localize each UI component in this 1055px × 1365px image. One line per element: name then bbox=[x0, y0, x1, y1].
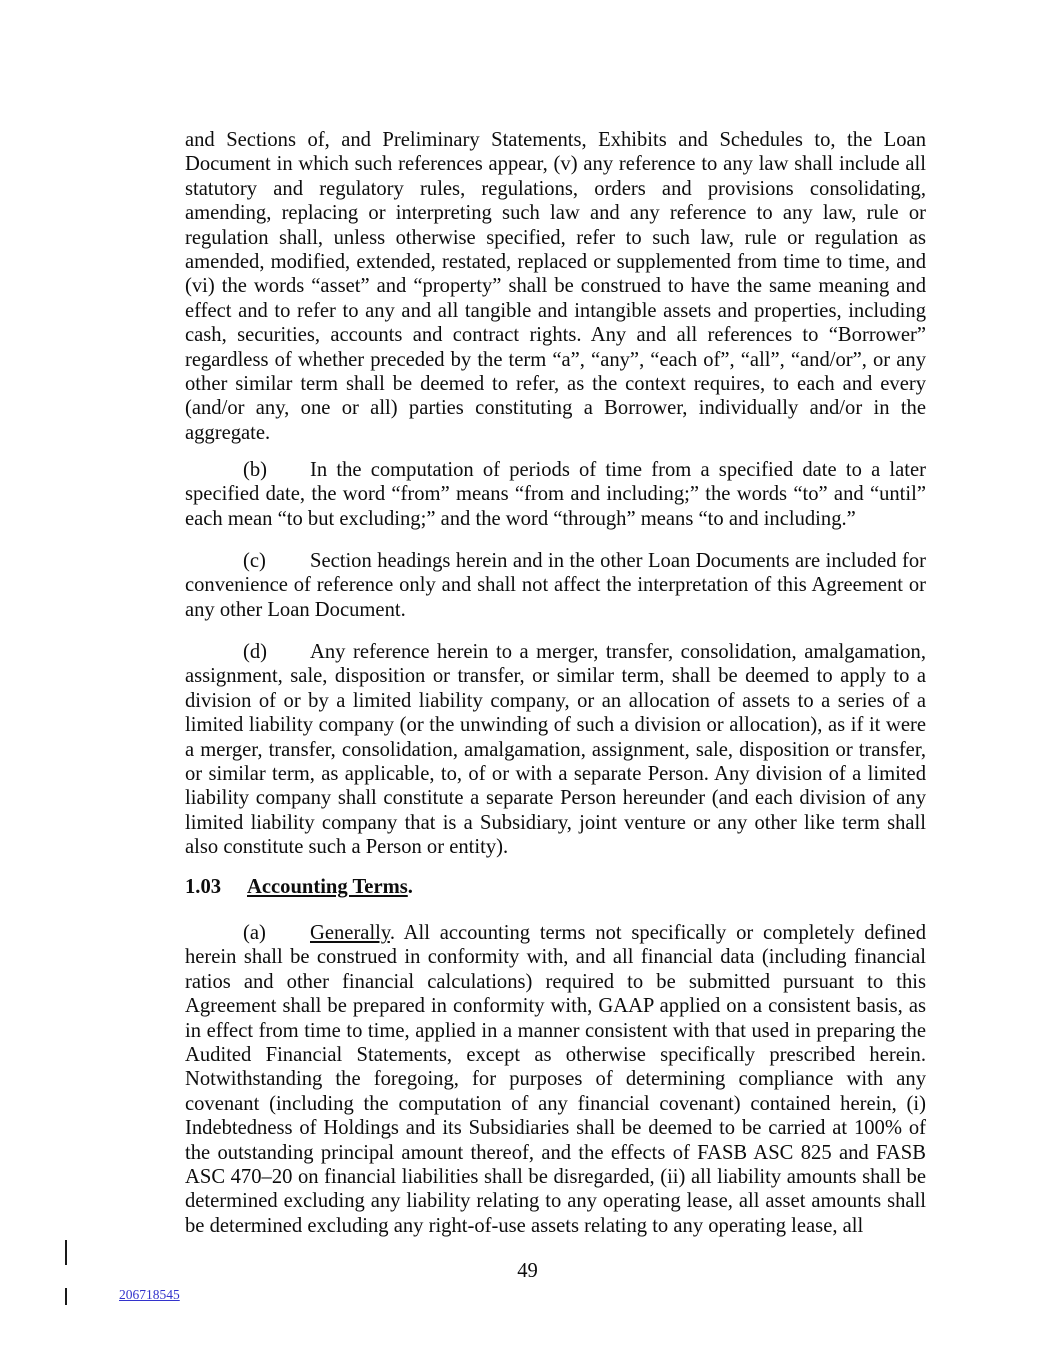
paragraph-continuation: and Sections of, and Preliminary Statements, Exhibits and Schedules to, the Loan Document in which such references appear, (v) any reference to any law shall include all statutory and regulatory rules, regulations, orders and provisions consolidating, amending, replacing or interpreting such law and any reference to any law, rule or regulation shall, unless otherwise specified, refer to such law, rule or regulation as amended, modified, extended, restated, replaced or supplemented from time to time, and (vi) the words “asset” and “property” shall be construed to have the same meaning and effect and to refer to any and all tangible and intangible assets and properties, including cash, securities, accounts and contract rights. Any and all references to “Borrower” regardless of whether preceded by the term “a”, “any”, “each of”, “all”, “and/or”, or any other similar term shall be deemed to refer, as the context requires, to each and every (and/or any, one or all) parties constituting a Borrower, individually and/or in the aggregate. bbox=[185, 129, 926, 444]
section-heading bbox=[185, 875, 926, 899]
page-number: 49 bbox=[517, 1260, 538, 1282]
paragraph-b-marker: (b) bbox=[243, 459, 268, 481]
paragraph-d bbox=[185, 640, 926, 860]
paragraph-a-lead: Generally bbox=[310, 922, 390, 944]
paragraph-c-marker: (c) bbox=[243, 550, 266, 572]
paragraph-a-marker: (a) bbox=[243, 922, 266, 944]
section-heading-suffix: . bbox=[407, 876, 413, 898]
paragraph-a bbox=[185, 921, 926, 1238]
paragraph-c bbox=[185, 549, 926, 622]
section-title: Accounting Terms bbox=[247, 876, 408, 898]
paragraph-d-marker: (d) bbox=[243, 641, 268, 663]
paragraph-d-text: Any reference herein to a merger, transfer, consolidation, amalgamation, assignment, sale, disposition or transfer, or similar term, shall be deemed to apply to a division of or by a limited liability company, or an allocation of assets to a series of a limited liability company (or the unwinding of such a division or allocation), as if it were a merger, transfer, consolidation, amalgamation, assignment, sale, disposition or transfer, or similar term, as applicable, to, of or with a separate Person. Any division of a limited liability company shall constitute a separate Person hereunder (and each division of any limited liability company that is a Subsidiary, joint venture or any other like term shall also constitute such a Person or entity). bbox=[185, 641, 926, 859]
paragraph-a-text: . All accounting terms not specifically or completely defined herein shall be construed in conformity with, and all financial data (including financial ratios and other financial calculations) required to be submitted pursuant to this Agreement shall be prepared in conformity with, GAAP applied on a consistent basis, as in effect from time to time, applied in a manner consistent with that used in preparing the Audited Financial Statements, except as otherwise specifically prescribed herein. Notwithstanding the foregoing, for purposes of determining compliance with any covenant (including the computation of any financial covenant) contained herein, (i) Indebtedness of Holdings and its Subsidiaries shall be deemed to be carried at 100% of the outstanding principal amount thereof, and the effects of FASB ASC 825 and FASB ASC 470–20 on financial liabilities shall be disregarded, (ii) all liability amounts shall be determined excluding any liability relating to any operating lease, all asset amounts shall be determined excluding any right-of-use assets relating to any operating lease, all bbox=[185, 922, 926, 1237]
document-id-link[interactable]: 206718545 bbox=[119, 1287, 180, 1302]
revision-change-bar bbox=[65, 1288, 67, 1305]
paragraph-c-text: Section headings herein and in the other Loan Documents are included for convenience of reference only and shall not affect the interpretation of this Agreement or any other Loan Document. bbox=[185, 550, 926, 621]
section-number: 1.03 bbox=[185, 876, 222, 898]
paragraph-b bbox=[185, 458, 926, 531]
paragraph-b-text: In the computation of periods of time from a specified date to a later specified date, the word “from” means “from and including;” the words “to” and “until” each mean “to but excluding;” and the word “through” means “to and including.” bbox=[185, 459, 926, 530]
